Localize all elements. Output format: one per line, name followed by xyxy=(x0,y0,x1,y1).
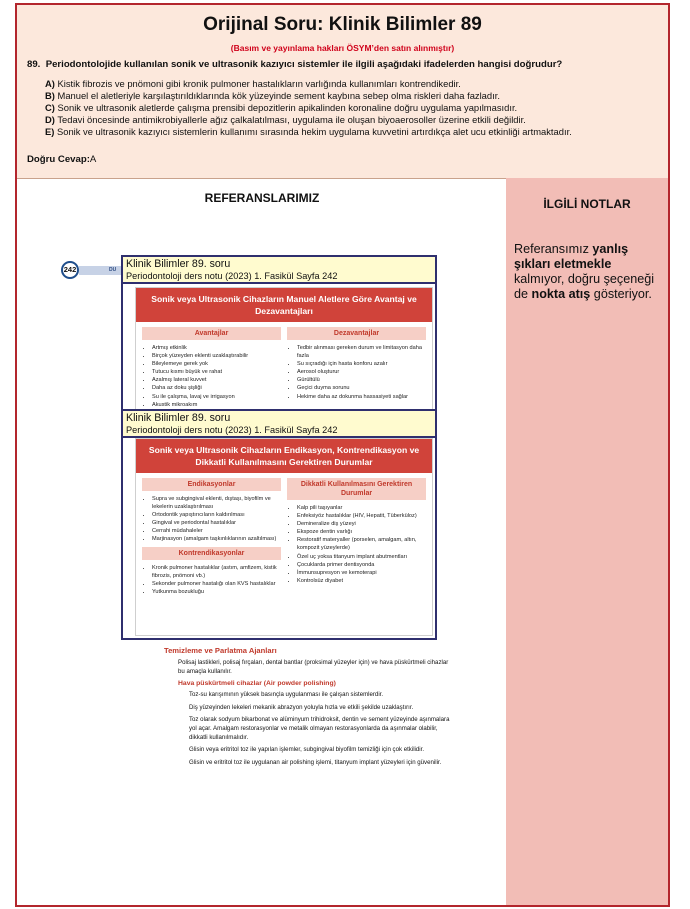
references-title: REFERANSLARIMIZ xyxy=(204,191,320,205)
page-number-badge: 242 xyxy=(61,261,79,279)
advantages-column: Avantajlar • Artmış etkinlik • Birçok yüzeyden eklenti uzaklaştırabilir • Bileylemeye gerek yok • Tutucu kısmı büyük ve rahat • Azalmış lateral kuvvet • Daha az doku şişliği • Su ile çalışma, lavaj ve irrigasyon • Akustik mikroakım xyxy=(142,327,281,409)
caution-column: Dikkatli Kullanılmasını Gerektiren Durumlar • Kalp pili taşıyanlar • Enfeksiyöz hastalıklar (HIV, Hepatit, Tüberküloz) • Demineralize diş yüzeyi • Ekspoze dentin varlığı • Restoratif materyaller (porselen, amalgam, altın, kompozit yüzeylerde) • Özel uç yoksa titanyum implant abutmentları • Çocuklarda primer dentisyonda • İmmunsupresyon ve kemoterapi • Kontrolsüz diyabet xyxy=(287,478,426,596)
reference-label-1: Klinik Bilimler 89. soru Periodontoloji ders notu (2023) 1. Fasikül Sayfa 242 xyxy=(121,255,437,284)
notes-text: Referansımız yanlış şıkları eletmekle kalmıyor, doğru şeçeneği de nokta atış gösteriyor. xyxy=(514,242,655,301)
polishing-paragraph-1: Polisaj lastikleri, polisaj fırçaları, dental bantlar (proksimal yüzeyler için) ve hava püskürtmeli cihazlar bu amaçla kullanılır. xyxy=(178,659,449,675)
correct-answer: Doğru Cevap:A xyxy=(27,154,97,165)
polishing-paragraph-5: Glisin veya eritritol toz ile yapılan işlemler, subgingival biyofilm temizliği için çok etkilidir. xyxy=(189,746,425,754)
reference-label-2: Klinik Bilimler 89. soru Periodontoloji ders notu (2023) 1. Fasikül Sayfa 242 xyxy=(121,409,437,438)
page-tab: DU xyxy=(79,266,125,275)
options-list xyxy=(45,78,660,138)
indications-heading: Sonik veya Ultrasonik Cihazların Endikasyon, Kontrendikasyon ve Dikkatli Kullanılmasını Gerektiren Durumlar xyxy=(136,439,432,473)
notes-panel xyxy=(506,178,668,905)
option-d: D) Tedavi öncesinde antimikrobiyallerle ağız çalkalatılması, uygulama ile oluşan biyoaerosoller üzerine etkili değildir. xyxy=(45,114,526,126)
option-a: A) Kistik fibrozis ve pnömoni gibi kronik pulmoner hastalıkların varlığında kullanımları kontrendikedir. xyxy=(45,78,461,89)
question-stem: Periodontolojide kullanılan sonik ve ultrasonik kazıyıcı sistemler ile ilgili aşağıdaki ifadelerden hangisi doğrudur? xyxy=(45,59,563,70)
question-panel xyxy=(17,5,668,178)
polishing-paragraph-3: Diş yüzeyinden lekeleri mekanik abrazyon yoluyla hızla ve etkili şekilde uzaklaştırır. xyxy=(189,703,414,711)
option-c: C) Sonik ve ultrasonik aletlerde çalışma prensibi depozitlerin apikalinden koronaline doğru uygulama yapılmasıdır. xyxy=(45,102,518,114)
option-e: E) Sonik ve ultrasonik kazıyıcı sistemlerin kullanımı sırasında hekim uygulama kuvvetini artırdıkça alet ucu etkinliği artmaktadır. xyxy=(45,126,572,138)
advantages-heading: Sonik veya Ultrasonik Cihazların Manuel Aletlere Göre Avantaj ve Dezavantajları xyxy=(136,288,432,322)
polishing-paragraph-6: Glisin ve eritritol toz ile uygulanan air polishing işlemi, titanyum implant yüzeyleri için güvenilir. xyxy=(189,758,442,766)
question-text xyxy=(27,59,662,70)
polishing-paragraph-4: Toz olarak sodyum bikarbonat ve alüminyum trihidroksit, dentin ve sement yüzeyinde aşınmalara yol açar. Amalgam restorasyonlar ve metalik olmayan restorasyonlarda da aşınmalar olabilir, dikkatli kullanılmalıdır. xyxy=(189,716,450,741)
polishing-paragraph-2: Toz-su karışımının yüksek basınçla uygulanması ile çalışan sistemlerdir. xyxy=(189,691,384,699)
question-number: 89. xyxy=(27,59,41,70)
air-polishing-heading: Hava püskürtmeli cihazlar (Air powder polishing) xyxy=(178,680,336,688)
page-title: Orijinal Soru: Klinik Bilimler 89 xyxy=(203,14,482,35)
indications-column: Endikasyonlar • Supra ve subgingival eklenti, dıştaşı, biyofilm ve lekelerin uzaklaştırılması • Ortodontik yapıştırıcıların kaldırılması • Gingival ve periodontal hastalıklar • Cerrahi müdahaleler • Marjinasyon (amalgam taşkınlıklarının azaltılması) Kontrendikasyonlar • Kronik pulmoner hastalıklar (astım, amfizem, kistik fibrozis, pnömoni vb.) • Sekonder pulmoner hastalığı olan KVS hastalıklar • Yutkunma bozukluğu xyxy=(142,478,281,596)
page-frame xyxy=(15,3,670,907)
highlight-outline-2 xyxy=(121,433,437,640)
disadvantages-column: Dezavantajlar • Tedbir alınması gereken durum ve limitasyon daha fazla • Su sıçradığı için hasta konforu azalır • Aerosol oluşturur • Gürültülü • Geçici duyma sorunu • Hekime daha az dokunma hassasiyeti sağlar xyxy=(287,327,426,409)
polishing-heading: Temizleme ve Parlatma Ajanları xyxy=(164,646,277,655)
polishing-section xyxy=(164,646,454,771)
copyright-note: (Basım ve yayınlama hakları ÖSYM’den satın alınmıştır) xyxy=(230,43,455,53)
option-b: B) Manuel el aletleriyle karşılaştırıldıklarında kök yüzeyinde sement kaybına sebep olma riskleri daha fazladır. xyxy=(45,90,500,102)
notes-title: İLGİLİ NOTLAR xyxy=(543,197,631,211)
